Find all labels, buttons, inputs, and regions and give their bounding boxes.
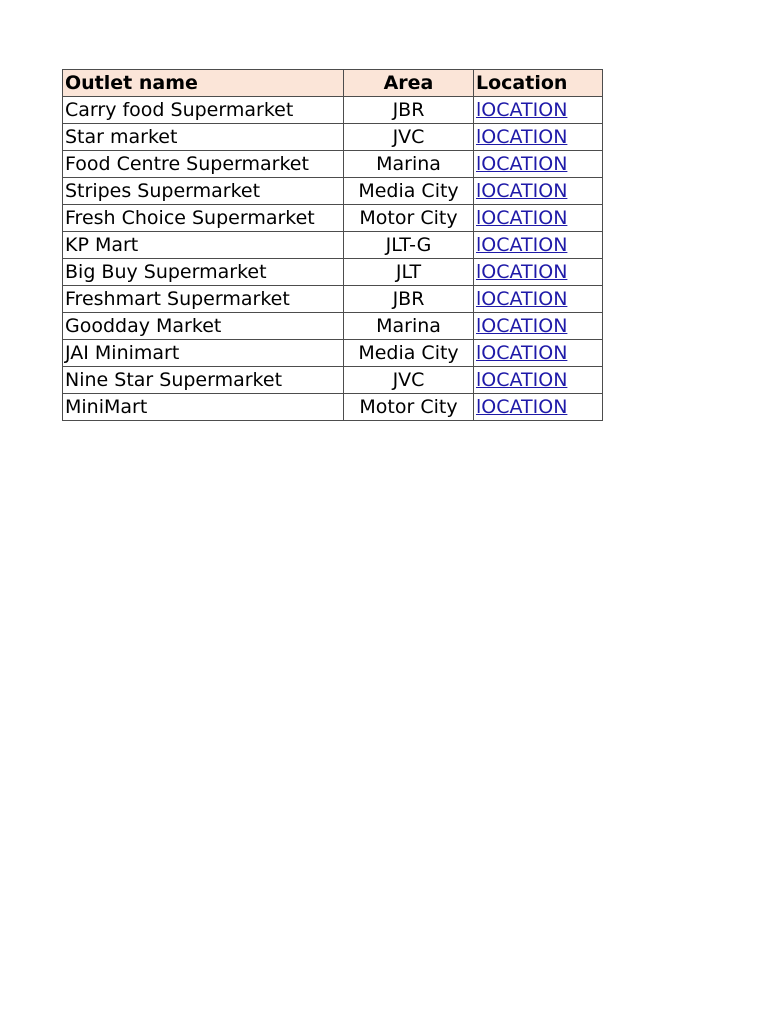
table-row [63, 394, 603, 421]
header-area: Area [344, 70, 474, 97]
location-cell [474, 97, 603, 124]
area-cell: Marina [344, 151, 474, 178]
area-cell: Motor City [344, 394, 474, 421]
location-link[interactable]: lOCATION [476, 315, 568, 337]
table-row [63, 97, 603, 124]
location-cell [474, 151, 603, 178]
area-cell: Marina [344, 313, 474, 340]
outlet-name-cell: Nine Star Supermarket [63, 367, 344, 394]
location-link[interactable]: lOCATION [476, 342, 568, 364]
location-link[interactable]: lOCATION [476, 99, 568, 121]
table-row [63, 259, 603, 286]
area-cell: JBR [344, 97, 474, 124]
location-link[interactable]: lOCATION [476, 369, 568, 391]
location-link[interactable]: lOCATION [476, 126, 568, 148]
table-row [63, 151, 603, 178]
location-cell [474, 286, 603, 313]
location-cell [474, 259, 603, 286]
location-link[interactable]: lOCATION [476, 207, 568, 229]
location-cell [474, 367, 603, 394]
header-outlet-name: Outlet name [63, 70, 344, 97]
outlet-name-cell: MiniMart [63, 394, 344, 421]
outlet-name-cell: Stripes Supermarket [63, 178, 344, 205]
location-cell [474, 232, 603, 259]
outlets-table [62, 69, 603, 421]
area-cell: Media City [344, 178, 474, 205]
outlet-name-cell: KP Mart [63, 232, 344, 259]
area-cell: Media City [344, 340, 474, 367]
location-link[interactable]: lOCATION [476, 396, 568, 418]
area-cell: JBR [344, 286, 474, 313]
location-cell [474, 340, 603, 367]
table-row [63, 124, 603, 151]
outlet-name-cell: Food Centre Supermarket [63, 151, 344, 178]
outlet-name-cell: JAI Minimart [63, 340, 344, 367]
table-row [63, 340, 603, 367]
table-row [63, 313, 603, 340]
location-link[interactable]: lOCATION [476, 180, 568, 202]
table-row [63, 232, 603, 259]
table-row [63, 367, 603, 394]
table-body [63, 97, 603, 421]
area-cell: JVC [344, 124, 474, 151]
outlet-name-cell: Big Buy Supermarket [63, 259, 344, 286]
location-cell [474, 205, 603, 232]
table-row [63, 205, 603, 232]
outlet-name-cell: Goodday Market [63, 313, 344, 340]
outlet-name-cell: Star market [63, 124, 344, 151]
area-cell: JVC [344, 367, 474, 394]
table-header [63, 70, 603, 97]
table-row [63, 286, 603, 313]
location-cell [474, 124, 603, 151]
header-location: Location [474, 70, 603, 97]
area-cell: JLT-G [344, 232, 474, 259]
outlet-name-cell: Fresh Choice Supermarket [63, 205, 344, 232]
location-cell [474, 394, 603, 421]
location-link[interactable]: lOCATION [476, 288, 568, 310]
outlet-name-cell: Freshmart Supermarket [63, 286, 344, 313]
location-link[interactable]: lOCATION [476, 234, 568, 256]
location-cell [474, 178, 603, 205]
table-row [63, 178, 603, 205]
header-row [63, 70, 603, 97]
location-link[interactable]: lOCATION [476, 261, 568, 283]
location-link[interactable]: lOCATION [476, 153, 568, 175]
area-cell: Motor City [344, 205, 474, 232]
area-cell: JLT [344, 259, 474, 286]
outlet-name-cell: Carry food Supermarket [63, 97, 344, 124]
location-cell [474, 313, 603, 340]
